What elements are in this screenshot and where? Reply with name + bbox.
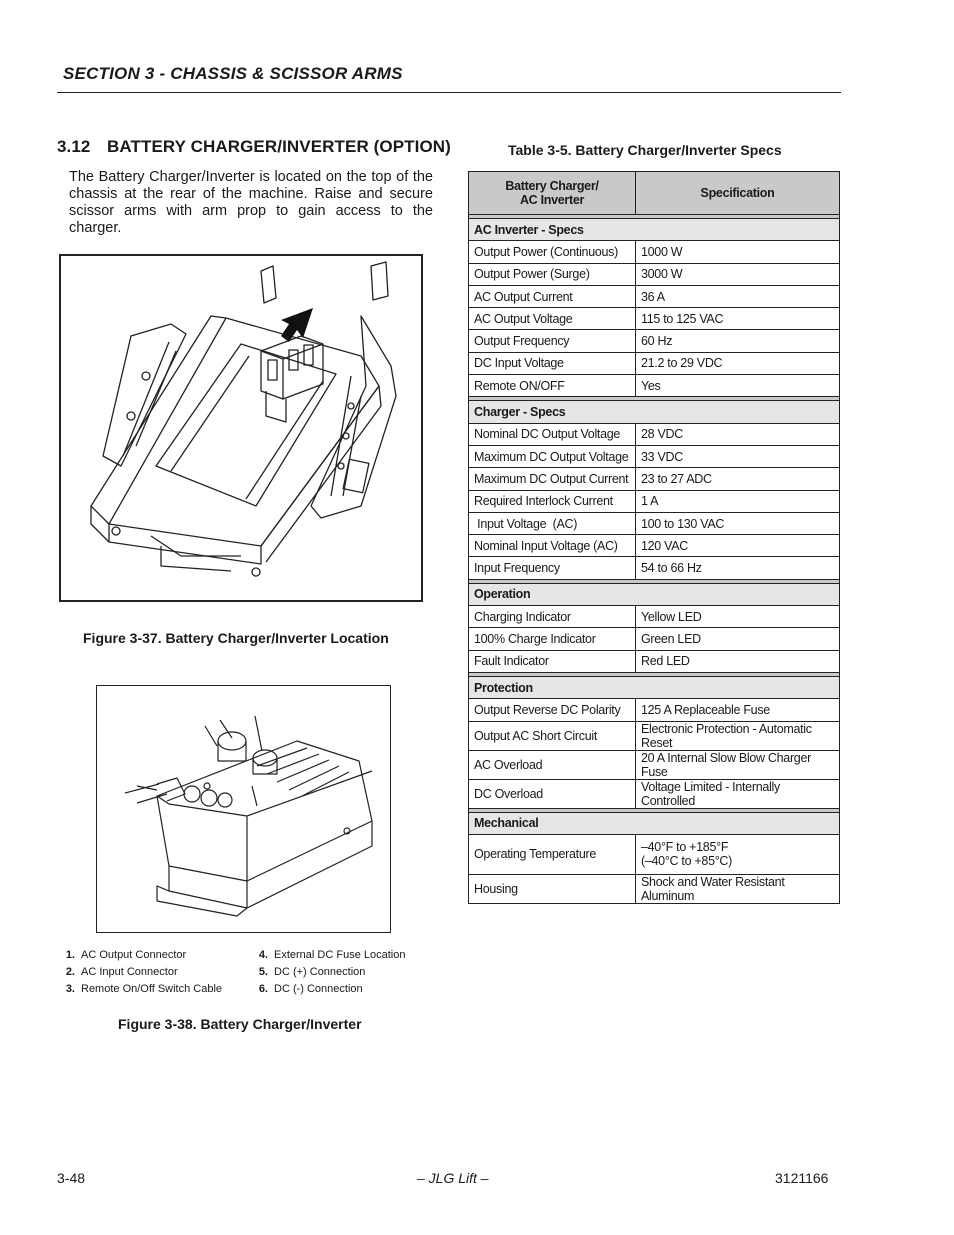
spec-value-cell: Red LED: [636, 650, 840, 672]
table-row: [469, 445, 840, 467]
spec-name-cell: Input Voltage (AC): [469, 512, 636, 534]
spec-value-cell: 28 VDC: [636, 423, 840, 445]
spec-name-cell: Output Reverse DC Polarity: [469, 699, 636, 721]
header-label: Battery Charger/ AC Inverter: [505, 179, 599, 207]
table-row: [469, 535, 840, 557]
spec-name-cell: DC Input Voltage: [469, 352, 636, 374]
group-heading: AC Inverter - Specs: [469, 219, 840, 241]
table-group-row: [469, 583, 840, 605]
specs-table-body: [469, 215, 840, 904]
table-row: [469, 721, 840, 750]
section-header: SECTION 3 - CHASSIS & SCISSOR ARMS: [63, 64, 403, 83]
spec-value-cell: 36 A: [636, 285, 840, 307]
spec-name-cell: Remote ON/OFF: [469, 375, 636, 397]
table-row: [469, 375, 840, 397]
specs-table: [468, 171, 840, 904]
spec-value-cell: 33 VDC: [636, 445, 840, 467]
spec-value-cell: 1 A: [636, 490, 840, 512]
spec-name-cell: AC Output Current: [469, 285, 636, 307]
table-group-row: [469, 676, 840, 698]
table-row: [469, 650, 840, 672]
spec-value-cell: 21.2 to 29 VDC: [636, 352, 840, 374]
figure-charger-inverter: [96, 685, 391, 933]
group-heading: Mechanical: [469, 812, 840, 834]
column-header: Specification: [636, 172, 840, 215]
spec-value-cell: Shock and Water Resistant Aluminum: [636, 874, 840, 903]
footer-brand: – JLG Lift –: [417, 1170, 489, 1186]
spec-value-cell: 1000 W: [636, 241, 840, 263]
legend-item-2: 2. AC Input Connector: [65, 966, 178, 978]
group-heading: Operation: [469, 583, 840, 605]
charger-inverter-illustration: [97, 686, 389, 931]
page-number: 3-48: [57, 1170, 86, 1186]
figure-charger-location: [59, 254, 423, 602]
intro-paragraph: The Battery Charger/Inverter is located on the top of the chassis at the rear of the machine. Raise and secure scissor arms with arm prop to gain access to the charger.: [69, 169, 433, 236]
spec-name-cell: Output Frequency: [469, 330, 636, 352]
figure-3-38-caption: Figure 3-38. Battery Charger/Inverter: [118, 1016, 362, 1032]
table-row: [469, 557, 840, 579]
spec-value-cell: 125 A Replaceable Fuse: [636, 699, 840, 721]
spec-name-cell: Input Frequency: [469, 557, 636, 579]
spec-name-cell: Output Power (Continuous): [469, 241, 636, 263]
table-row: [469, 779, 840, 808]
table-row: [469, 468, 840, 490]
spec-name-cell: Output Power (Surge): [469, 263, 636, 285]
table-row: [469, 606, 840, 628]
table-row: [469, 263, 840, 285]
spec-value-cell: 115 to 125 VAC: [636, 308, 840, 330]
table-row: [469, 490, 840, 512]
column-header: [469, 172, 636, 215]
figure-legend: [57, 949, 417, 1001]
table-row: [469, 330, 840, 352]
table-row: [469, 352, 840, 374]
spec-value-cell: Electronic Protection - Automatic Reset: [636, 721, 840, 750]
spec-name-cell: Required Interlock Current: [469, 490, 636, 512]
spec-name-cell: AC Output Voltage: [469, 308, 636, 330]
legend-item-4: 4. External DC Fuse Location: [258, 949, 406, 961]
spec-value-cell: Yes: [636, 375, 840, 397]
spec-value-cell: Green LED: [636, 628, 840, 650]
table-group-row: [469, 401, 840, 423]
spec-value-cell: 100 to 130 VAC: [636, 512, 840, 534]
section-number: 3.12: [57, 137, 91, 156]
legend-item-6: 6. DC (-) Connection: [258, 983, 363, 995]
spec-value-cell: Yellow LED: [636, 606, 840, 628]
table-row: [469, 512, 840, 534]
table-group-row: [469, 219, 840, 241]
table-row: [469, 241, 840, 263]
spec-value-cell: 23 to 27 ADC: [636, 468, 840, 490]
spec-name-cell: Maximum DC Output Voltage: [469, 445, 636, 467]
table-group-row: [469, 812, 840, 834]
spec-value-cell: 120 VAC: [636, 535, 840, 557]
spec-name-cell: Nominal DC Output Voltage: [469, 423, 636, 445]
spec-name-cell: 100% Charge Indicator: [469, 628, 636, 650]
table-title: Table 3-5. Battery Charger/Inverter Specs: [508, 142, 782, 158]
figure-3-37-caption: Figure 3-37. Battery Charger/Inverter Location: [83, 630, 389, 646]
spec-name-cell: Operating Temperature: [469, 834, 636, 874]
group-heading: Charger - Specs: [469, 401, 840, 423]
legend-item-1: 1. AC Output Connector: [65, 949, 187, 961]
legend-item-3: 3. Remote On/Off Switch Cable: [65, 983, 223, 995]
chassis-illustration: [61, 256, 421, 600]
table-row: [469, 834, 840, 874]
spec-value-cell: 20 A Internal Slow Blow Charger Fuse: [636, 750, 840, 779]
spec-name-cell: Maximum DC Output Current: [469, 468, 636, 490]
spec-name-cell: AC Overload: [469, 750, 636, 779]
spec-value-cell: 60 Hz: [636, 330, 840, 352]
spec-name-cell: Housing: [469, 874, 636, 903]
spec-name-cell: Nominal Input Voltage (AC): [469, 535, 636, 557]
group-heading: Protection: [469, 676, 840, 698]
table-row: [469, 874, 840, 903]
spec-name-cell: Output AC Short Circuit: [469, 721, 636, 750]
table-row: [469, 750, 840, 779]
table-row: [469, 308, 840, 330]
document-number: 3121166: [775, 1170, 829, 1186]
spec-value-cell: Voltage Limited - Internally Controlled: [636, 779, 840, 808]
legend-item-5: 5. DC (+) Connection: [258, 966, 366, 978]
header-divider: [57, 92, 841, 93]
table-row: [469, 285, 840, 307]
spec-value-cell: –40°F to +185°F (–40°C to +85°C): [636, 834, 840, 874]
table-row: [469, 628, 840, 650]
table-row: [469, 699, 840, 721]
spec-name-cell: Charging Indicator: [469, 606, 636, 628]
spec-value-cell: 3000 W: [636, 263, 840, 285]
section-title: BATTERY CHARGER/INVERTER (OPTION): [107, 137, 451, 156]
spec-name-cell: DC Overload: [469, 779, 636, 808]
section-heading: [57, 137, 451, 157]
spec-value-cell: 54 to 66 Hz: [636, 557, 840, 579]
table-row: [469, 423, 840, 445]
spec-name-cell: Fault Indicator: [469, 650, 636, 672]
